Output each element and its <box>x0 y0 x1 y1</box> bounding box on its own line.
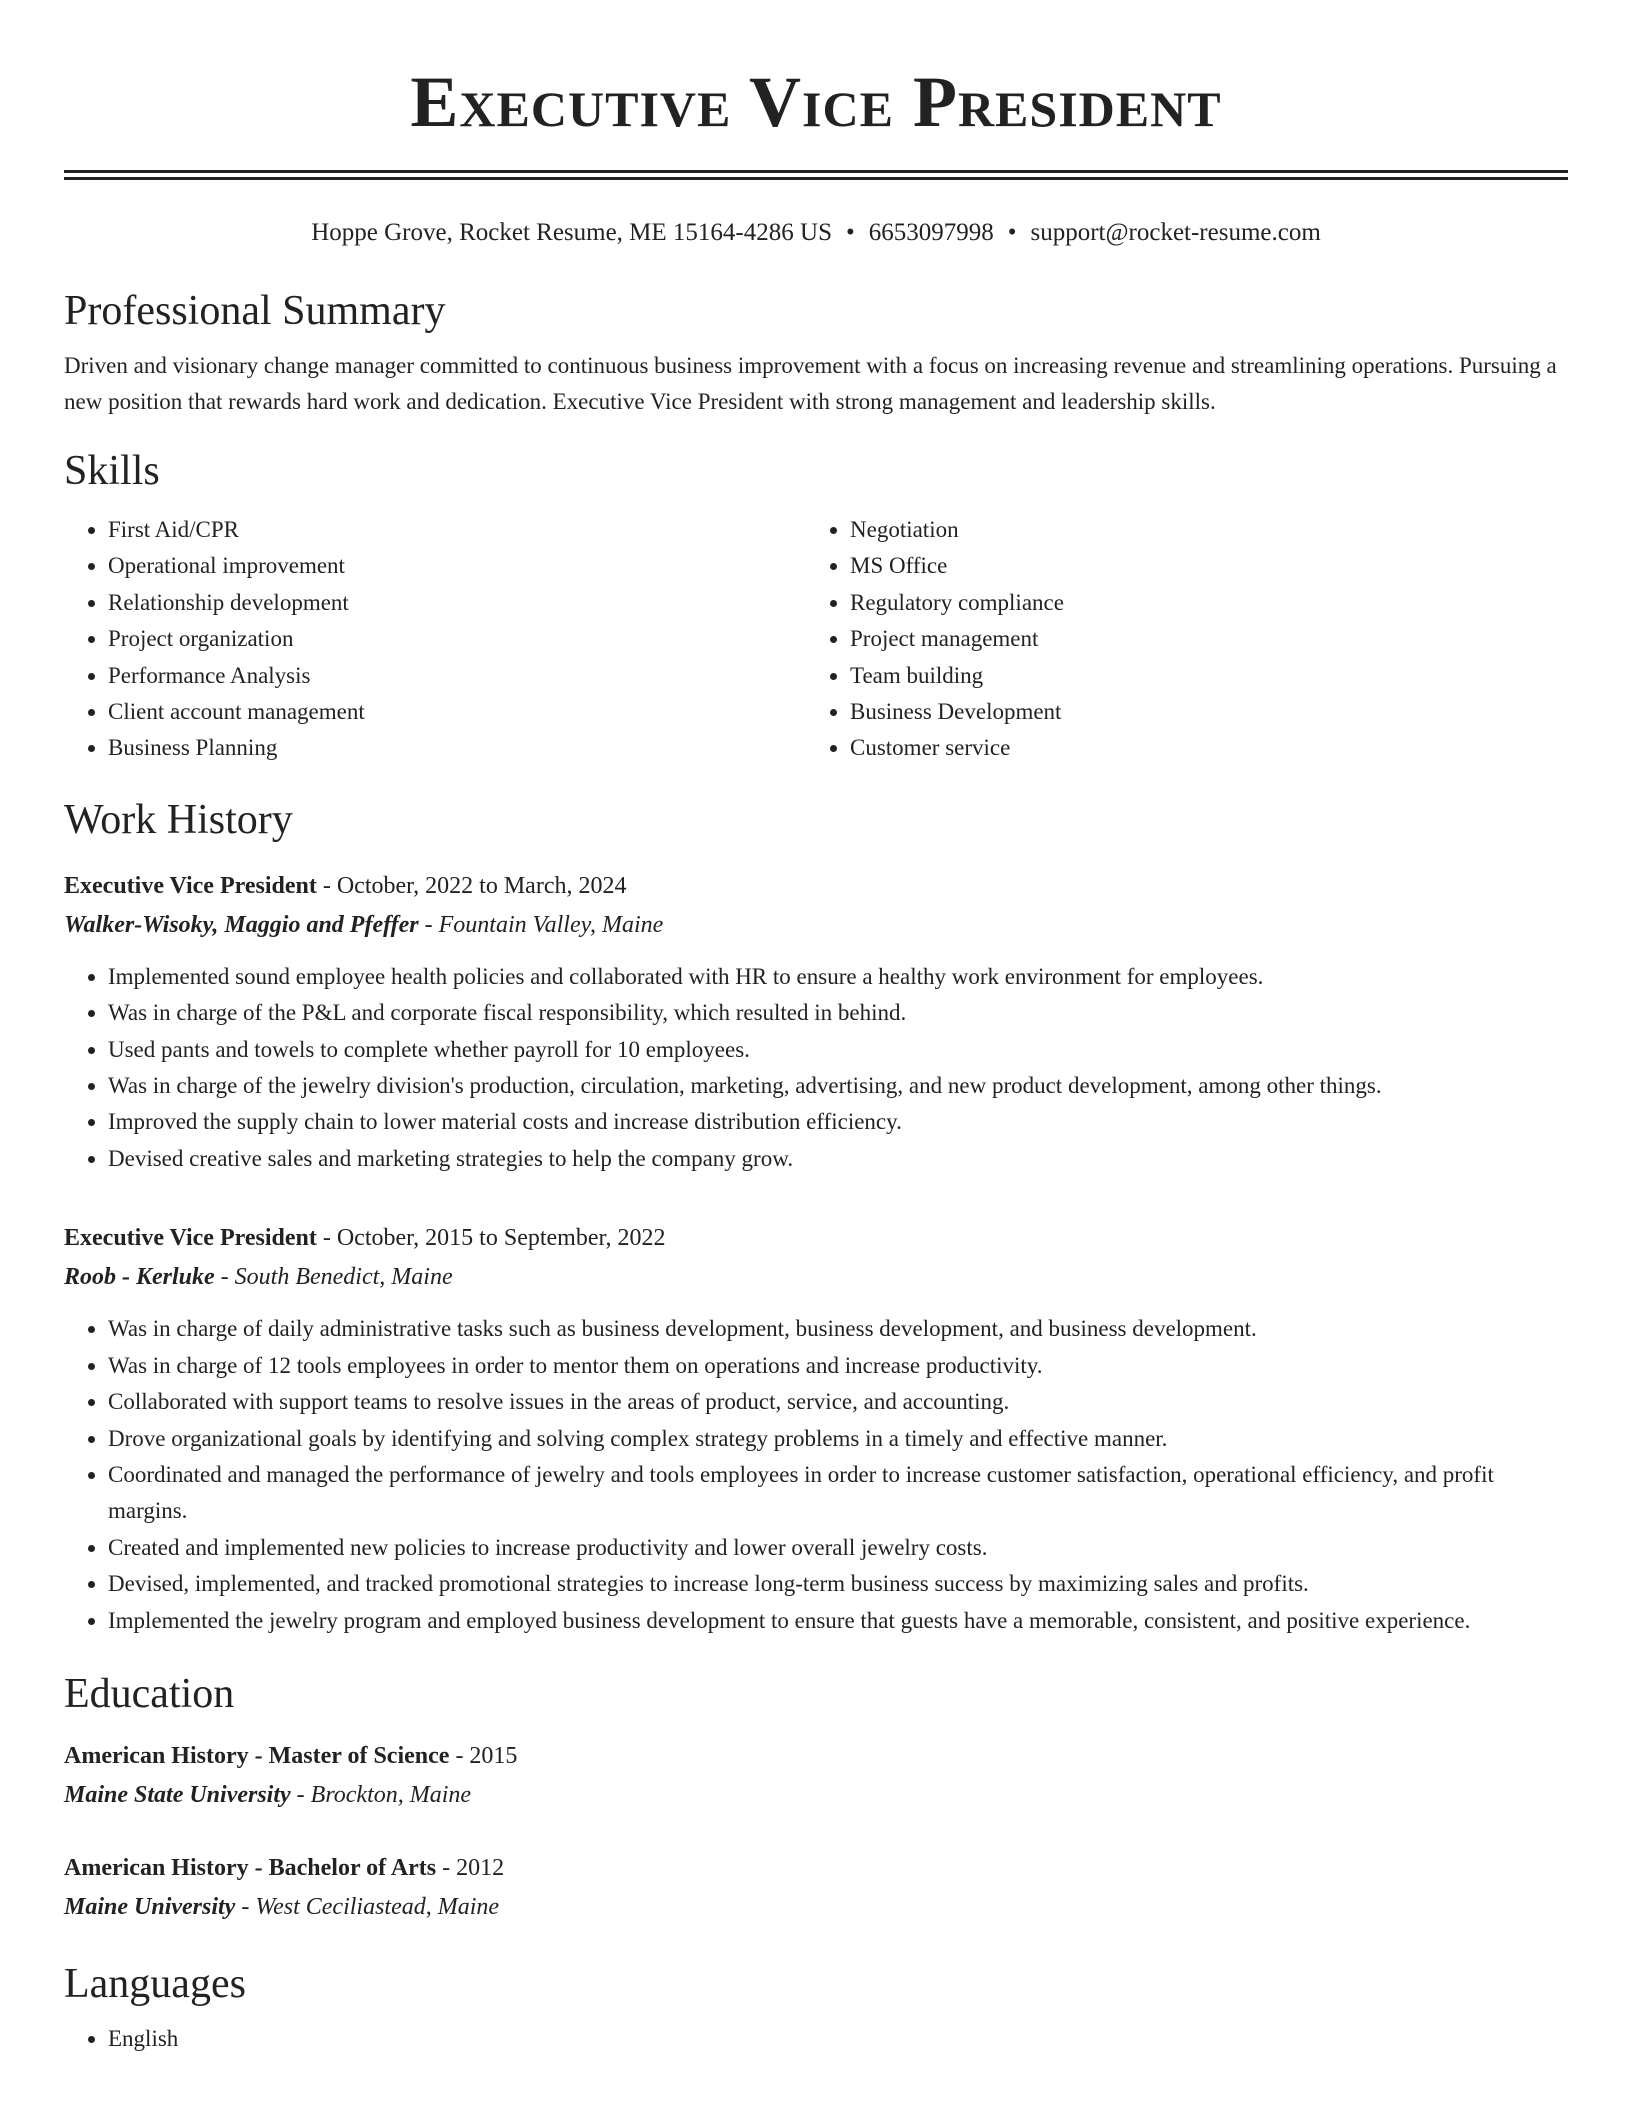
job-bullet: • Was in charge of 12 tools employees in order to mentor them on operations and increase productivity. <box>108 1348 1568 1384</box>
skill-item: • Relationship development <box>108 585 806 621</box>
resume-title: Executive Vice President <box>410 62 1222 142</box>
job-dates: - October, 2015 to September, 2022 <box>316 1225 666 1252</box>
skill-item: • Negotiation <box>850 512 1548 548</box>
school-name: Maine University <box>64 1893 236 1920</box>
section-heading-languages: Languages <box>64 1960 246 2007</box>
contact-email: support@rocket-resume.com <box>1030 219 1321 246</box>
job-bullet: • Was in charge of the jewelry division's production, circulation, marketing, advertising, and new product development, among other things. <box>108 1068 1568 1104</box>
skill-item: • First Aid/CPR <box>108 512 806 548</box>
degree-line <box>64 1849 1568 1887</box>
title-double-rule <box>64 170 1568 180</box>
employer-location: - Fountain Valley, Maine <box>418 911 664 938</box>
contact-phone: 6653097998 <box>868 219 994 246</box>
language-item: • English <box>108 2021 1568 2057</box>
skills-list-left <box>64 512 806 767</box>
summary-text: Driven and visionary change manager committed to continuous business improvement with a focus on increasing revenue and streamlining operations. Pursuing a new position that rewards hard work and dedication. Executive Vice President with strong management and leadership skills. <box>64 353 1557 414</box>
employer-line <box>64 905 1568 945</box>
skill-item: • Performance Analysis <box>108 658 806 694</box>
skill-item: • Client account management <box>108 694 806 730</box>
job-bullet: • Implemented sound employee health policies and collaborated with HR to ensure a healthy work environment for employees. <box>108 959 1568 995</box>
degree-year: - 2015 <box>449 1742 518 1769</box>
contact-line <box>64 216 1568 250</box>
contact-address: Hoppe Grove, Rocket Resume, ME 15164-4286 US <box>311 219 832 246</box>
employer-line <box>64 1257 1568 1297</box>
job-bullet: • Coordinated and managed the performance of jewelry and tools employees in order to increase customer satisfaction, operational efficiency, and profit margins. <box>108 1457 1568 1530</box>
contact-separator: • <box>845 219 855 246</box>
school-name: Maine State University <box>64 1781 291 1808</box>
section-heading-summary: Professional Summary <box>64 288 446 334</box>
employer-location: - South Benedict, Maine <box>214 1264 453 1291</box>
education-entry <box>64 1737 1568 1815</box>
job-bullet: • Improved the supply chain to lower material costs and increase distribution efficiency. <box>108 1104 1568 1140</box>
section-heading-work-history: Work History <box>64 796 293 843</box>
job-title: Executive Vice President <box>64 1225 317 1252</box>
employer-name: Walker-Wisoky, Maggio and Pfeffer <box>64 911 419 938</box>
degree: American History - Master of Science <box>64 1742 450 1769</box>
skill-item: • Project management <box>850 621 1548 657</box>
section-heading-education: Education <box>64 1670 235 1717</box>
skill-item: • Business Planning <box>108 730 806 766</box>
section-heading-skills: Skills <box>64 448 160 494</box>
skill-item: • Regulatory compliance <box>850 585 1548 621</box>
education-entry <box>64 1849 1568 1927</box>
job-title-line <box>64 867 1568 905</box>
job-title: Executive Vice President <box>64 872 317 899</box>
languages-list <box>64 2021 1568 2057</box>
job-entry <box>64 1219 1568 1639</box>
skill-item: • Project organization <box>108 621 806 657</box>
degree-line <box>64 1737 1568 1775</box>
job-title-line <box>64 1219 1568 1257</box>
job-bullet: • Drove organizational goals by identifying and solving complex strategy problems in a timely and effective manner. <box>108 1421 1568 1457</box>
job-bullet: • Used pants and towels to complete whether payroll for 10 employees. <box>108 1032 1568 1068</box>
job-bullet: • Collaborated with support teams to resolve issues in the areas of product, service, and accounting. <box>108 1384 1568 1420</box>
degree: American History - Bachelor of Arts <box>64 1854 437 1881</box>
school-location: - Brockton, Maine <box>290 1781 472 1808</box>
school-line <box>64 1887 1568 1927</box>
job-bullet: • Devised creative sales and marketing strategies to help the company grow. <box>108 1141 1568 1177</box>
job-bullet: • Was in charge of the P&L and corporate fiscal responsibility, which resulted in behind. <box>108 995 1568 1031</box>
skill-item: • Business Development <box>850 694 1548 730</box>
job-bullet: • Was in charge of daily administrative tasks such as business development, business development, and business development. <box>108 1311 1568 1347</box>
skill-item: • Operational improvement <box>108 548 806 584</box>
skills-columns <box>64 512 1568 767</box>
job-bullets <box>64 1311 1568 1639</box>
skill-item: • Team building <box>850 658 1548 694</box>
skill-item: • Customer service <box>850 730 1548 766</box>
school-line <box>64 1775 1568 1815</box>
skill-item: • MS Office <box>850 548 1548 584</box>
job-dates: - October, 2022 to March, 2024 <box>316 872 627 899</box>
job-bullet: • Devised, implemented, and tracked promotional strategies to increase long-term business success by maximizing sales and profits. <box>108 1566 1568 1602</box>
job-entry <box>64 867 1568 1177</box>
employer-name: Roob - Kerluke <box>64 1264 215 1291</box>
job-bullets <box>64 959 1568 1177</box>
degree-year: - 2012 <box>436 1854 505 1881</box>
school-location: - West Ceciliastead, Maine <box>235 1893 500 1920</box>
skills-list-right <box>806 512 1548 767</box>
job-bullet: • Implemented the jewelry program and employed business development to ensure that guests have a memorable, consistent, and positive experience. <box>108 1603 1568 1639</box>
contact-separator: • <box>1007 219 1017 246</box>
job-bullet: • Created and implemented new policies to increase productivity and lower overall jewelry costs. <box>108 1530 1568 1566</box>
